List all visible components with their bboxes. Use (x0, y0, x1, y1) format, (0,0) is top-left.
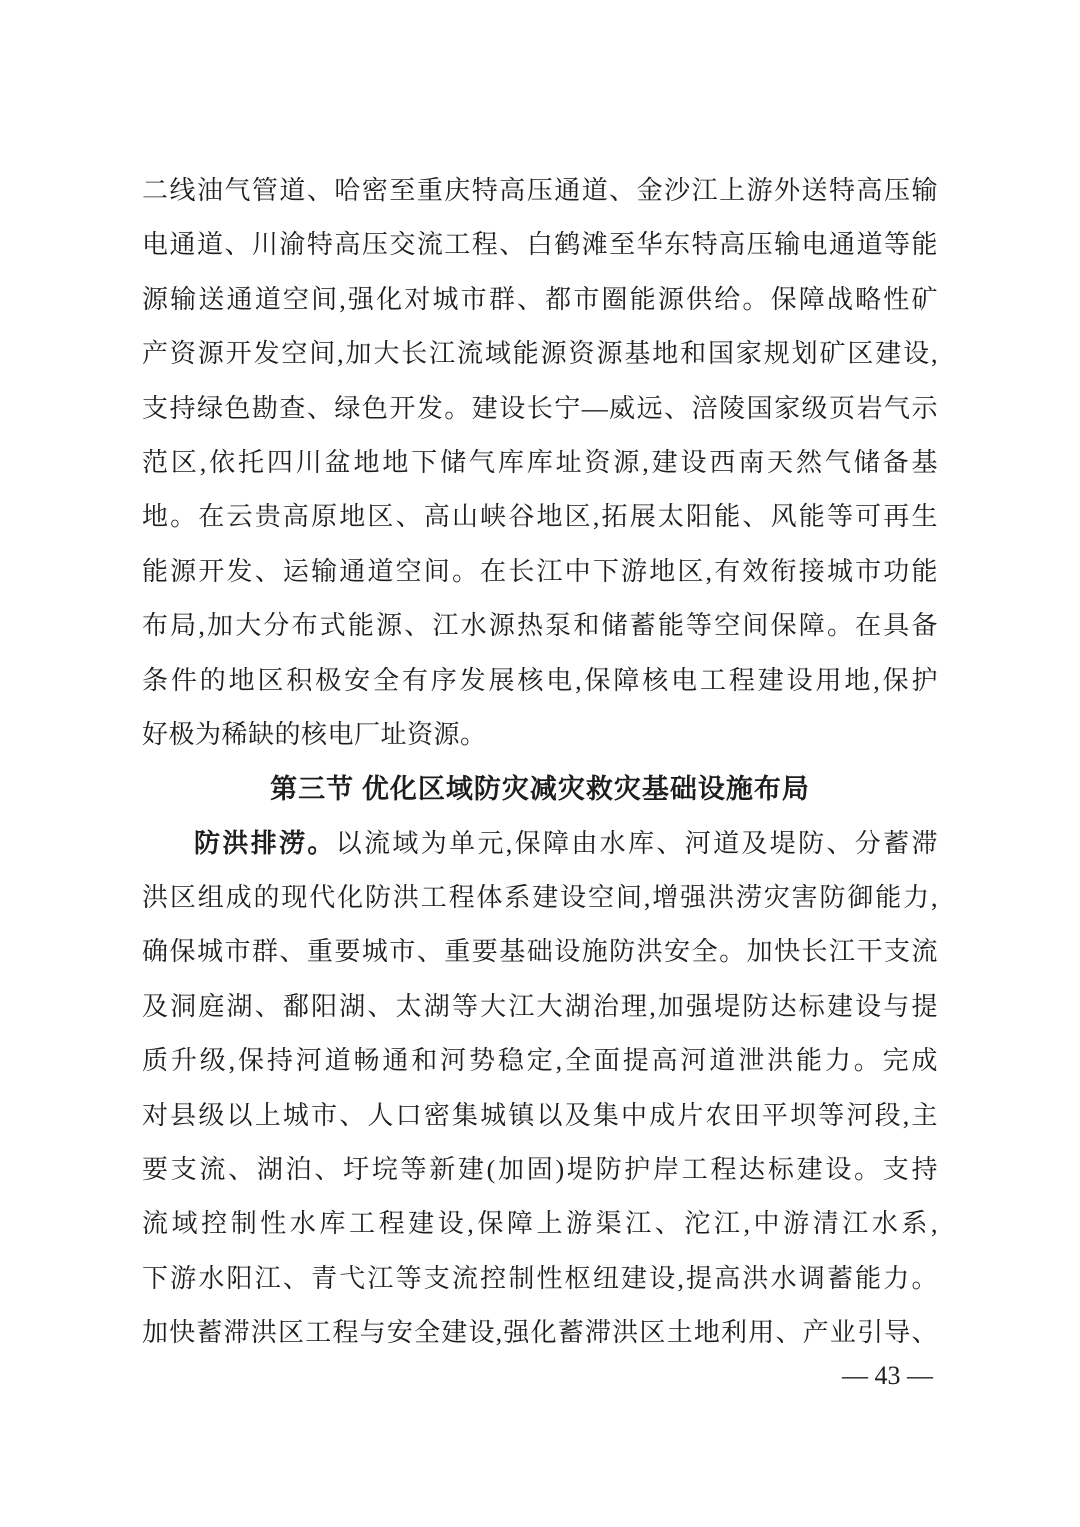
body-line: 产资源开发空间,加大长江流域能源资源基地和国家规划矿区建设, (142, 339, 938, 369)
body-line: 及洞庭湖、鄱阳湖、太湖等大江大湖治理,加强堤防达标建设与提 (142, 991, 938, 1021)
paragraph-lead-rest: 以流域为单元,保障由水库、河道及堤防、分蓄滞 (335, 828, 938, 858)
body-line: 范区,依托四川盆地地下储气库库址资源,建设西南天然气储备基 (142, 447, 938, 477)
body-line: 布局,加大分布式能源、江水源热泵和储蓄能等空间保障。在具备 (142, 611, 938, 641)
body-line: 下游水阳江、青弋江等支流控制性枢纽建设,提高洪水调蓄能力。 (142, 1263, 938, 1293)
body-line: 确保城市群、重要城市、重要基础设施防洪安全。加快长江干支流 (142, 937, 938, 967)
paragraph-lead-bold: 防洪排涝。 (194, 828, 336, 858)
body-line: 地。在云贵高原地区、高山峡谷地区,拓展太阳能、风能等可再生 (142, 502, 938, 532)
body-line: 洪区组成的现代化防洪工程体系建设空间,增强洪涝灾害防御能力, (142, 883, 938, 913)
body-line: 好极为稀缺的核电厂址资源。 (142, 719, 487, 749)
page-number: — 43 — (842, 1361, 933, 1390)
paragraph-flood-control-first-line (142, 817, 938, 871)
paragraph-flood-control (142, 871, 938, 1361)
body-line: 流域控制性水库工程建设,保障上游渠江、沱江,中游清江水系, (142, 1209, 938, 1239)
body-line: 质升级,保持河道畅通和河势稳定,全面提高河道泄洪能力。完成 (142, 1046, 938, 1076)
paragraph-energy-channels (142, 164, 938, 762)
body-line: 源输送通道空间,强化对城市群、都市圈能源供给。保障战略性矿 (142, 284, 938, 314)
body-line: 能源开发、运输通道空间。在长江中下游地区,有效衔接城市功能 (142, 556, 938, 586)
body-line: 条件的地区积极安全有序发展核电,保障核电工程建设用地,保护 (142, 665, 938, 695)
body-line: 加快蓄滞洪区工程与安全建设,强化蓄滞洪区土地利用、产业引导、 (142, 1318, 938, 1348)
text-block (142, 164, 938, 1361)
body-line: 要支流、湖泊、圩垸等新建(加固)堤防护岸工程达标建设。支持 (142, 1155, 938, 1185)
body-line: 支持绿色勘查、绿色开发。建设长宁—威远、涪陵国家级页岩气示 (142, 393, 938, 423)
body-line: 对县级以上城市、人口密集城镇以及集中成片农田平坝等河段,主 (142, 1100, 938, 1130)
body-line: 电通道、川渝特高压交流工程、白鹤滩至华东特高压输电通道等能 (142, 230, 938, 260)
body-line: 二线油气管道、哈密至重庆特高压通道、金沙江上游外送特高压输 (142, 176, 938, 205)
section-heading: 第三节 优化区域防灾减灾救灾基础设施布局 (270, 774, 810, 805)
